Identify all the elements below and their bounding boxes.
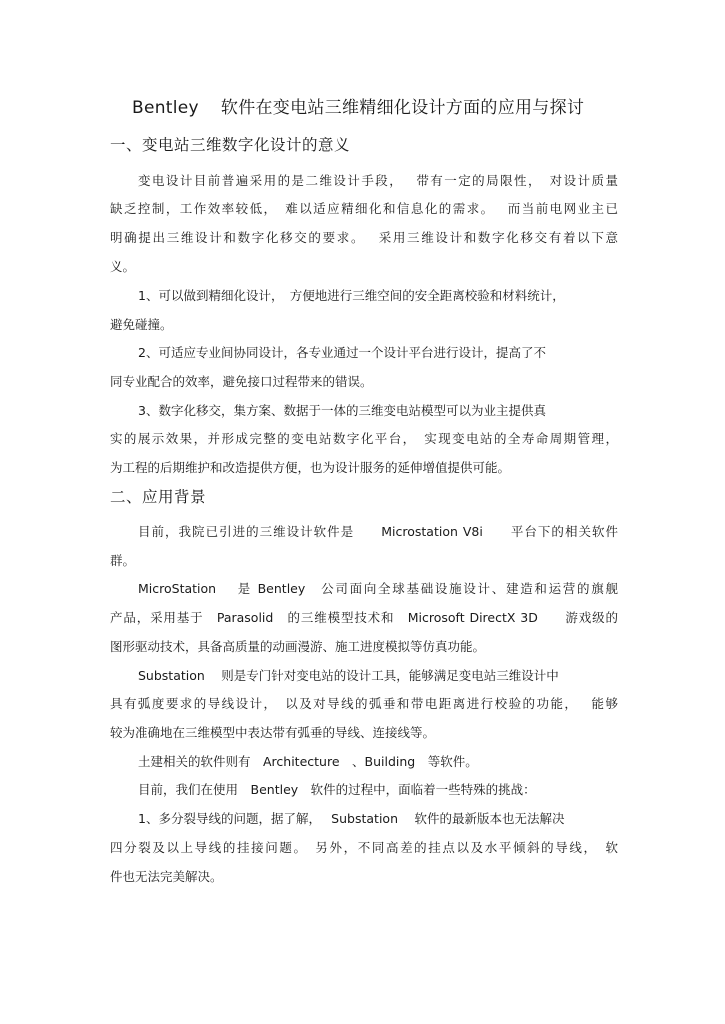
paragraph-line: 较为准确地在三维模型中表达带有弧垂的导线、连接线等。: [110, 725, 436, 740]
paragraph-line: 群。: [110, 553, 136, 568]
title-english-part: Bentley: [132, 98, 199, 118]
paragraph-line: 变电设计目前普遍采用的是二维设计手段， 带有一定的局限性， 对设计质量: [138, 173, 618, 188]
list-item-line: 同专业配合的效率，避免接口过程带来的错误。: [110, 374, 373, 389]
paragraph-line: 产品，采用基于 Parasolid 的三维模型技术和 Microsoft DirectX 3D 游戏级的: [110, 610, 618, 625]
list-item-line: 避免碰撞。: [110, 317, 173, 332]
paragraph-line: 具有弧度要求的导线设计， 以及对导线的弧垂和带电距离进行校验的功能， 能够: [110, 696, 618, 711]
paragraph-line: 件也无法完美解决。: [110, 869, 223, 884]
list-item-line: 1、可以做到精细化设计， 方便地进行三维空间的安全距离校验和材料统计，: [138, 288, 565, 303]
section-heading-2: 二、应用背景: [110, 488, 207, 506]
list-item-line: 为工程的后期维护和改造提供方便，也为设计服务的延伸增值提供可能。: [110, 460, 511, 475]
paragraph-line: 目前，我们在使用 Bentley 软件的过程中，面临着一些特殊的挑战：: [138, 782, 536, 797]
paragraph-line: 目前，我院已引进的三维设计软件是 Microstation V8i 平台下的相关软件: [138, 524, 618, 539]
list-item-line: 3、数字化移交，集方案、数据于一体的三维变电站模型可以为业主提供真: [138, 403, 546, 418]
paragraph-line: MicroStation 是 Bentley 公司面向全球基础设施设计、建造和运营的旗舰: [138, 581, 618, 596]
paragraph-line: 缺乏控制，工作效率较低， 难以适应精细化和信息化的需求。 而当前电网业主已: [110, 201, 618, 216]
list-item-line: 2、可适应专业间协同设计，各专业通过一个设计平台进行设计，提高了不: [138, 345, 546, 360]
paragraph-line: 义。: [110, 259, 136, 274]
paragraph-line: 图形驱动技术，具备高质量的动画漫游、施工进度模拟等仿真功能。: [110, 639, 486, 654]
section-heading-1: 一、变电站三维数字化设计的意义: [110, 136, 351, 154]
title-chinese-part: 软件在变电站三维精细化设计方面的应用与探讨: [220, 98, 585, 118]
paragraph-line: Substation 则是专门针对变电站的设计工具，能够满足变电站三维设计中: [138, 668, 559, 683]
paragraph-line: 明确提出三维设计和数字化移交的要求。 采用三维设计和数字化移交有着以下意: [110, 230, 618, 245]
list-item-line: 实的展示效果，并形成完整的变电站数字化平台， 实现变电站的全寿命周期管理，: [110, 431, 618, 446]
paragraph-line: 土建相关的软件则有 Architecture 、Building 等软件。: [138, 754, 478, 769]
paragraph-line: 1、多分裂导线的问题，据了解， Substation 软件的最新版本也无法解决: [138, 811, 565, 826]
paragraph-line: 四分裂及以上导线的挂接问题。 另外，不同高差的挂点以及水平倾斜的导线， 软: [110, 840, 618, 855]
document-title: [132, 96, 584, 120]
